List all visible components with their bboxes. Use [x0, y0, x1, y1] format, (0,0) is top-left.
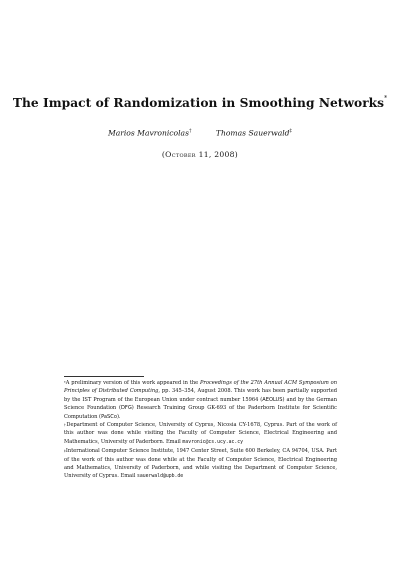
footnotes — [64, 379, 337, 482]
footnote-mark: * — [64, 380, 66, 385]
funder-acronym: DFG — [120, 405, 132, 412]
footnote-mark: ‡ — [64, 448, 66, 453]
footnote-text: International Computer Science Institute, 1947 Center Street, Suite 600 Berkeley, CA 94704, USA. Part of the work of this author was done while at the Faculty of Computer Science, Electrical Engineering and Mathematics, University of Paderborn, and while visiting the Department of Computer Science, University of Cyprus. Email — [64, 448, 337, 480]
author-name: Marios Mavronicolas — [107, 128, 189, 138]
email-address: mavronic@cs.ucy.ac.cy — [182, 439, 244, 445]
footnote-text: ) Research Training Group GK-693 of the Paderborn Institute for Scientific Computation ( — [64, 405, 337, 420]
email-address: sauerwald@upb.de — [136, 474, 184, 480]
paper-title — [0, 96, 400, 110]
footnote-2 — [64, 421, 337, 447]
author-list — [0, 128, 400, 138]
author-name: Thomas Sauerwald — [215, 128, 290, 138]
footnote-text: A preliminary version of this work appeared in the — [65, 380, 200, 386]
footnote-3 — [64, 447, 337, 482]
venue-name: Proceedings of the 27th Annual ACM Symposium on Principles of Distributed Computing — [64, 380, 337, 395]
footnote-1 — [64, 379, 337, 421]
title-text: The Impact of Randomization in Smoothing Networks — [12, 96, 385, 110]
project-acronym: AEOLUS — [262, 396, 283, 403]
paper-date: (October 11, 2008) — [161, 150, 239, 159]
footnote-text: ) and by the German Science Foundation ( — [64, 396, 337, 412]
footnote-mark: † — [64, 422, 67, 427]
author-2 — [216, 128, 292, 138]
author-footnote-mark: † — [188, 128, 192, 134]
footnote-rule — [64, 376, 144, 377]
author-1 — [108, 128, 192, 138]
title-footnote-mark: * — [384, 95, 388, 102]
footnote-text: Department of Computer Science, University of Cyprus, Nicosia CY-1678, Cyprus. Part of the work of this author was done while visiting the Faculty of Computer Science, Electrical Engineering and Mathematics, University of Paderborn. Email — [64, 422, 338, 445]
author-footnote-mark: ‡ — [289, 128, 293, 134]
footnote-text: , pp. 345–354, August 2008. This work has been partially supported by the IST Program of the European Union under contract number 15964 ( — [64, 388, 337, 403]
footnote-text: ). — [116, 413, 121, 420]
institute-acronym: PaSCo — [101, 413, 117, 420]
